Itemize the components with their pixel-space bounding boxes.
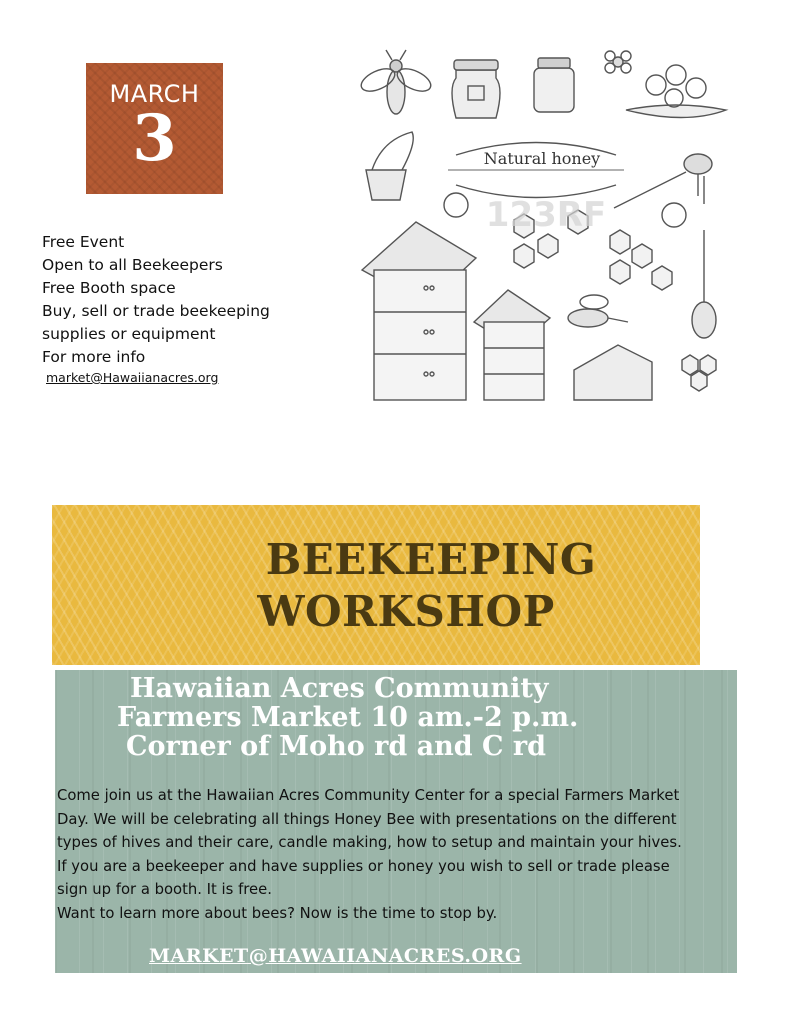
workshop-title-line1: BEEKEEPING [265,535,597,584]
info-line: Free Booth space [42,279,176,297]
smoker-icon [366,132,413,200]
market-heading-line: Farmers Market 10 am.-2 p.m. [117,702,579,733]
event-description [57,784,737,925]
honey-dipper-vertical-icon [692,230,716,338]
flying-bee-icon [568,295,628,327]
wax-frame-icon [574,345,652,400]
bee-icon [358,50,434,114]
date-day: 3 [132,101,177,176]
description-line: Come join us at the Hawaiian Acres Community Center for a special Farmers Market [57,787,680,804]
flower-icon [662,203,686,227]
info-email-link[interactable]: market@Hawaiianacres.org [46,370,219,385]
beehive-small-icon [474,290,550,400]
workshop-banner [52,505,700,665]
flower-icon [444,193,468,217]
date-month: MARCH [109,80,200,108]
market-heading-line: Corner of Moho rd and C rd [126,731,547,762]
info-line: Free Event [42,233,125,251]
market-info-panel [55,670,737,973]
description-line: Day. We will be celebrating all things Honey Bee with presentations on the different [57,810,677,828]
watermark-text: 123RF [485,195,607,235]
beekeeping-illustration [356,40,736,405]
info-line: supplies or equipment [42,325,216,343]
flower-icon [605,51,631,73]
description-line: If you are a beekeeper and have supplies or honey you wish to sell or trade please [57,857,670,875]
description-line: sign up for a booth. It is free. [57,881,272,898]
info-line: Open to all Beekeepers [42,256,223,274]
honey-dipper-icon [614,154,712,208]
info-line: Buy, sell or trade beekeeping [42,302,270,320]
date-badge [86,63,223,194]
workshop-title-line2: WORKSHOP [257,587,555,636]
market-heading-line: Hawaiian Acres Community [130,673,549,704]
event-info-list [42,231,270,369]
info-line: For more info [42,348,146,366]
description-line: types of hives and their care, candle making, how to setup and maintain your hives. [57,834,682,851]
footer-email-link[interactable]: MARKET@HAWAIIANACRES.ORG [149,945,522,967]
description-line: Want to learn more about bees? Now is the time to stop by. [57,904,498,922]
flower-bouquet-icon [626,65,726,118]
honey-jar-icon [452,60,500,118]
beehive-large-icon [362,222,476,400]
glass-jar-icon [534,58,574,112]
honeycomb-small-icon [682,355,716,391]
natural-honey-label: Natural honey [483,149,601,168]
